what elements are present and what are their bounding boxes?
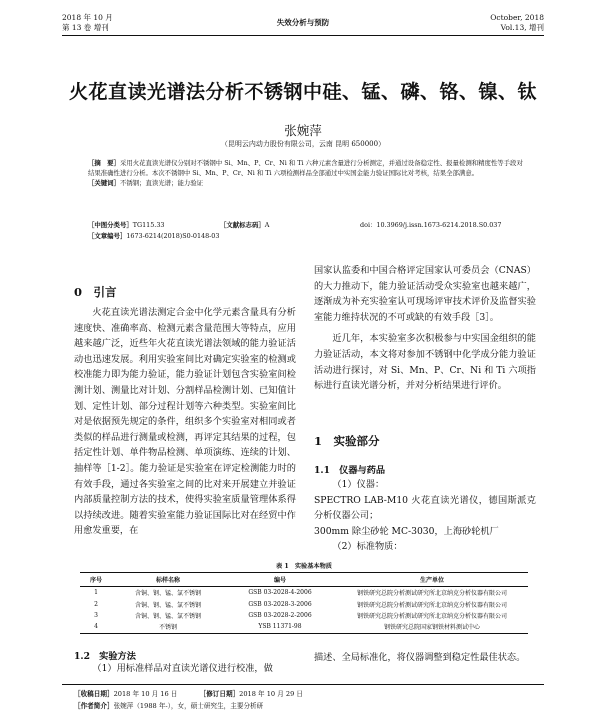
article-number-label: ［文章编号］ [88,232,127,240]
table-header-cell: 序号 [80,573,112,587]
right-column-top [314,263,536,394]
table-cell: 钢铁研究总院分析测试研究所北京纳克分析仪器有限公司 [356,612,507,620]
table-caption: 表 1 实验基本物质 [276,563,332,570]
table-header-cell: 标样名称 [112,573,224,587]
intro-paragraph-continued: 国家认监委和中国合格评定国家认可委员会（CNAS）的大力推动下，能力验证活动受众实验室也越来越广，逐渐成为补充实验室认可现场评审技术评价及监督实验室能力维持状况的不可或缺的有效手段［3］。 [314,265,536,323]
method-step-1-continued-text: 描述、全局标准化，将仪器调整到稳定性最佳状态。 [314,652,526,663]
abstract-block [88,158,528,188]
header-journal: 失效分析与预防 [276,18,330,27]
table-cell: 钢铁研究总院分析测试研究所北京纳克分析仪器有限公司 [356,590,507,598]
reference-materials-table [80,572,528,634]
instrument-spectrometer: SPECTRO LAB-M10 火花直读光谱仪，德国斯派克分析仪器公司； [314,494,536,522]
revised-date: 2018 年 10 月 29 日 [239,690,303,698]
article-number-line [88,231,219,241]
table-row [80,587,528,599]
clc-value: TG115.33 [132,221,165,229]
keywords: 不锈钢；直读光谱；能力验证 [119,179,204,187]
table-row [80,610,528,621]
table-cell: YSB 11371-98 [224,621,336,633]
table-row [80,621,528,633]
table-cell: GSB 03-2028-4-2006 [248,589,312,597]
received-date: 2018 年 10 月 16 日 [113,690,178,698]
table-cell: 含铜、钢、锰、氯不锈钢 [134,601,201,609]
table-cell: 含铜、钢、锰、氯不锈钢 [134,590,201,598]
doccode-label: ［文献标志码］ [220,221,265,229]
table-header-row [80,573,528,587]
footnote-dates [74,689,303,699]
clc-line [88,220,164,230]
method-step-1-text: （1）用标准样品对直读光谱仪进行校准，做 [92,663,273,674]
table-cell: 钢铁研究总院分析测试研究所北京纳克分析仪器有限公司 [356,601,507,609]
instrument-item-2: （2）标准物质： [332,541,403,553]
author-info: 张婉萍（1988 年-），女，硕士研究生，主要分析研 [113,702,264,710]
instrument-grinder: 300mm 除尘砂轮 MC-3030，上海砂轮机厂 [314,525,499,537]
method-step-1 [74,661,296,677]
subsection-1-1-heading: 1.1 仪器与药品 [314,465,386,476]
instruments-list [314,477,536,555]
author-name: 张婉萍 [284,123,322,138]
doccode-line [220,220,269,230]
keywords-label: ［关键词］ [88,179,120,187]
abstract-text: 采用火花直读光谱仪分别对不锈钢中 Si、Mn、P、Cr、Ni 和 Ti 六种元素含量进行分析测定，并通过设备稳定性、报量检测和精度性等手段对结果准确性进行分析。本次不锈钢中 Si、Mn、P、Cr、Ni 和 Ti 六项检测样品全部通过中实国金能力验证国际比对考核，结果全部满意。 [88,159,523,177]
clc-label: ［中图分类号］ [88,221,133,229]
footnote-rule [62,684,544,685]
instrument-item-1: （1）仪器： [332,479,385,490]
doccode-value: A [264,221,270,229]
header-date-cn: 2018 年 10 月 [62,13,113,22]
footnote-author [74,701,263,711]
subsection-1-2-heading: 1.2 实验方法 [74,651,136,662]
table-cell: GSB 03-2028-2-2006 [248,611,312,619]
table-row [80,598,528,609]
header-rule [62,35,544,36]
left-column [74,305,296,539]
revised-label: ［修订日期］ [199,690,240,698]
section-1-heading: 1 实验部分 [314,434,380,448]
table-cell: 1 [94,589,98,597]
article-number: 1673-6214(2018)S0-0148-03 [126,232,220,240]
header-volume-cn: 第 13 卷 增刊 [62,23,109,32]
table-cell: 不锈钢 [112,621,224,633]
author-info-label: ［作者简介］ [74,702,114,710]
received-label: ［收稿日期］ [74,690,114,698]
table-cell: 含铜、钢、锰、氯不锈钢 [134,612,201,620]
paper-title: 火花直读光谱法分析不锈钢中硅、锰、磷、铬、镍、钛 [68,81,537,103]
author-affiliation: （昆明云内动力股份有限公司，云南 昆明 650000） [220,140,386,148]
table-cell: 4 [80,621,112,633]
doi: doi：10.3969/j.issn.1673-6214.2018.S0.037 [360,221,502,229]
intro-paragraph: 火花直读光谱法测定合金中化学元素含量具有分析速度快、准确率高、检测元素含量范围大等特点，应用越来越广泛，近些年火花直读光谱法领域的能力验证活动也迅速发展。利用实验室间比对确定实验室的检测或校准能力即为能力验证，能力验证计划包含实验室间检测计划、测量比对计划、分割样品检测计划、已知值计划、定性计划、部分过程计划等六种类型。实验室间比对是依据预先规定的条件，组织多个实验室对相同或者类似的样品进行测量或检测，再评定其结果的过程，包括定性计划、单件物品检测、单项演练、连续的计划、抽样等［1-2］。能力验证是实验室在评定检测能力时的有效手段，通过各实验室之间的比对来开展建立并验证内部质量控制方法的技术，使得实验室质量管理体系得以持续改进。随着实验室能力验证国际比对在经贸中作用愈发重要，在 [74,307,296,537]
header-volume-en: Vol.13, 增刊 [500,23,544,32]
table-header-cell: 生产单位 [336,573,528,587]
abstract-label: ［摘 要］ [88,159,120,167]
table-cell: GSB 03-2028-3-2006 [248,600,312,608]
table-cell: 2 [94,600,98,608]
method-step-1-continued [314,650,536,666]
header-date-en: October, 2018 [490,13,544,22]
section-0-heading: 0 引言 [74,285,117,299]
table-header-cell: 编号 [224,573,336,587]
table-cell: 3 [94,611,98,619]
table-cell: 钢铁研究总院国家钢铁材料测试中心 [336,621,528,633]
intro-paragraph-2: 近几年，本实验室多次积极参与中实国金组织的能力验证活动，本文将对参加不锈钢中化学成分能力验证活动进行探讨，对 Si、Mn、P、Cr、Ni 和 Ti 六项指标进行直读光谱分析，并对分析结果进行评价。 [314,333,536,392]
